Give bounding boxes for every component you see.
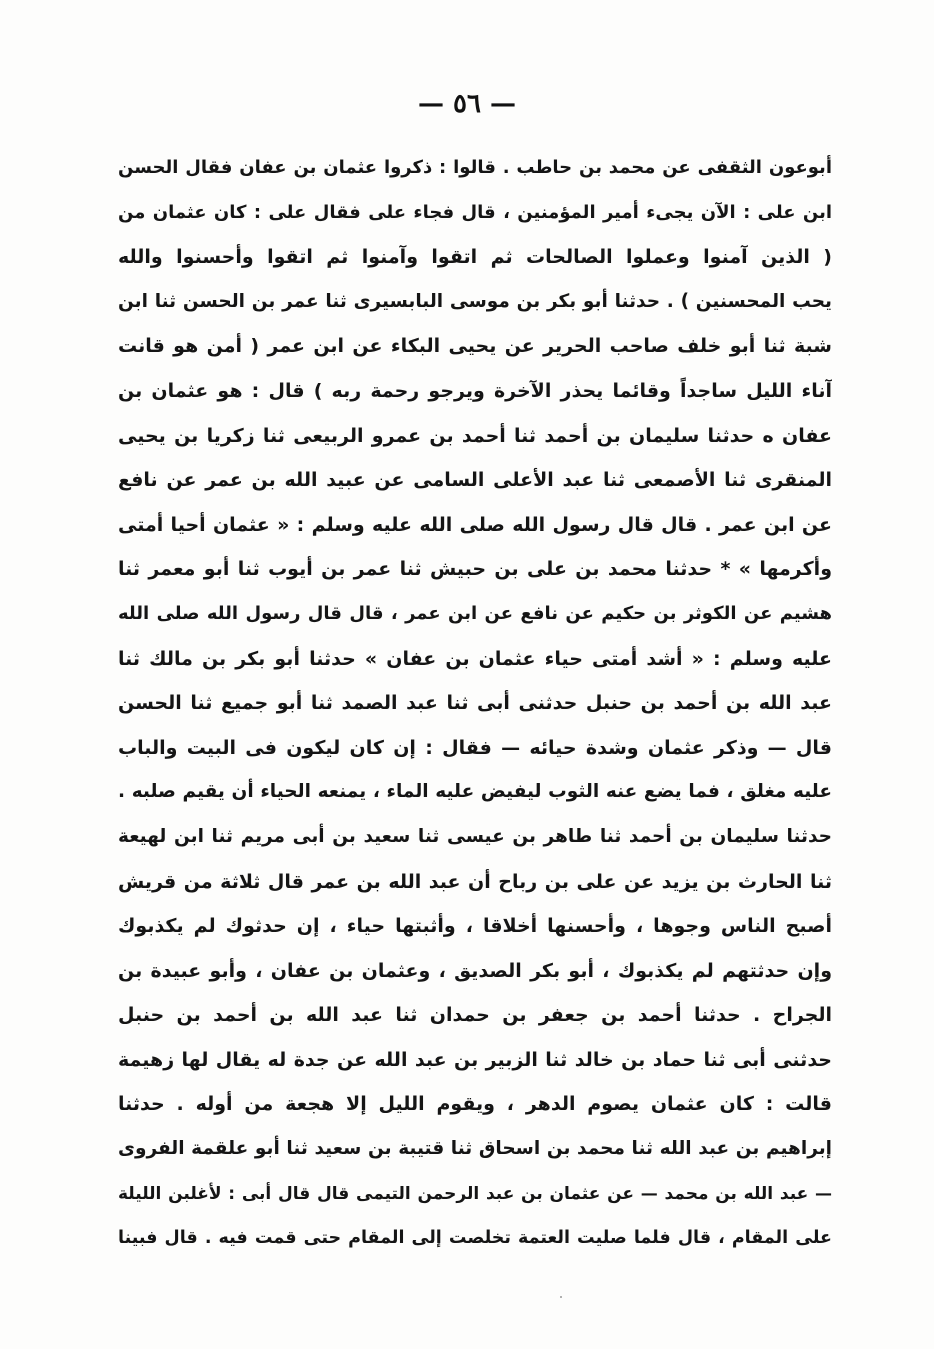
text-line: ( الذين آمنوا وعملوا الصالحات ثم اتقوا وآمنوا ثم اتقوا وأحسنوا والله	[118, 246, 832, 269]
body-text	[118, 146, 832, 1261]
text-line: هشيم عن الكوثر بن حكيم عن نافع عن ابن عمر ، قال قال رسول الله صلى الله	[118, 602, 832, 624]
text-line: عبد الله بن أحمد بن حنبل حدثنى أبى ثنا عبد الصمد ثنا أبو جميع ثنا الحسن	[118, 692, 832, 715]
text-line: عن ابن عمر . قال قال رسول الله صلى الله عليه وسلم : « عثمان أحيا أمتى	[118, 513, 832, 536]
text-line: شبة ثنا أبو خلف صاحب الحرير عن يحيى البكاء عن ابن عمر ( أمن هو قانت	[118, 335, 832, 358]
page-speck	[560, 1296, 562, 1298]
text-line: أبوعون الثقفى عن محمد بن حاطب . قالوا : ذكروا عثمان بن عفان فقال الحسن	[118, 157, 832, 178]
text-line: قالت : كان عثمان يصوم الدهر ، ويقوم الليل إلا هجعة من أوله . حدثنا	[118, 1093, 832, 1116]
text-line: الجراح . حدثنا أحمد بن جعفر بن حمدان ثنا عبد الله بن أحمد بن حنبل	[118, 1004, 832, 1027]
text-line: آناء الليل ساجداً وقائما يحذر الآخرة ويرجو رحمة ربه ) قال : هو عثمان بن	[118, 379, 832, 402]
text-line: إبراهيم بن عبد الله ثنا محمد بن اسحاق ثنا قتيبة بن سعيد ثنا أبو علقمة الفروى	[118, 1138, 832, 1160]
text-line: ابن على : الآن يجىء أمير المؤمنين ، قال فجاء على فقال على : كان عثمان من	[118, 201, 832, 223]
text-line: حدثنا سليمان بن أحمد ثنا طاهر بن عيسى ثنا سعيد بن أبى مريم ثنا ابن لهيعة	[118, 825, 832, 847]
text-line: ثنا الحارث بن يزيد عن على بن رباح أن عبد الله بن عمر قال ثلاثة من قريش	[118, 870, 832, 893]
text-line: عفان ه حدثنا سليمان بن أحمد ثنا أحمد بن عمرو الربيعى ثنا زكريا بن يحيى	[118, 424, 832, 447]
text-line: حدثنى أبى ثنا حماد بن خالد ثنا الزبير بن عبد الله عن جدة له يقال لها زهيمة	[118, 1048, 832, 1071]
text-line: يحب المحسنين ) . حدثنا أبو بكر بن موسى البابسيرى ثنا عمر بن الحسن ثنا ابن	[118, 290, 832, 312]
text-line: عليه مغلق ، فما يضع عنه الثوب ليفيض عليه الماء ، يمنعه الحياء أن يقيم صلبه .	[118, 781, 832, 803]
text-line: وإن حدثتهم لم يكذبوك ، أبو بكر الصديق ، وعثمان بن عفان ، وأبو عبيدة بن	[118, 959, 832, 982]
text-line: أصبح الناس وجوها ، وأحسنها أخلاقا ، وأثبتها حياء ، إن حدثوك لم يكذبوك	[118, 915, 832, 938]
text-line: المنقرى ثنا الأصمعى ثنا عبد الأعلى السامى عن عبيد الله بن عمر عن نافع	[118, 469, 832, 492]
text-line: على المقام ، قال فلما صليت العتمة تخلصت إلى المقام حتى قمت فيه . قال فبينا	[118, 1228, 832, 1249]
text-line: — عبد الله بن محمد — عن عثمان بن عبد الرحمن التيمى قال قال أبى : لأغلبن الليلة	[118, 1183, 832, 1204]
page-number: — ٥٦ —	[417, 89, 517, 119]
text-line: عليه وسلم : « أشد أمتى حياء عثمان بن عفان » حدثنا أبو بكر بن مالك ثنا	[118, 647, 832, 670]
text-line: وأكرمها » * حدثنا محمد بن على بن حبيش ثنا عمر بن أيوب ثنا أبو معمر ثنا	[118, 558, 832, 581]
text-line: قال — وذكر عثمان وشدة حيائه — فقال : إن كان ليكون فى البيت والباب	[118, 736, 832, 759]
